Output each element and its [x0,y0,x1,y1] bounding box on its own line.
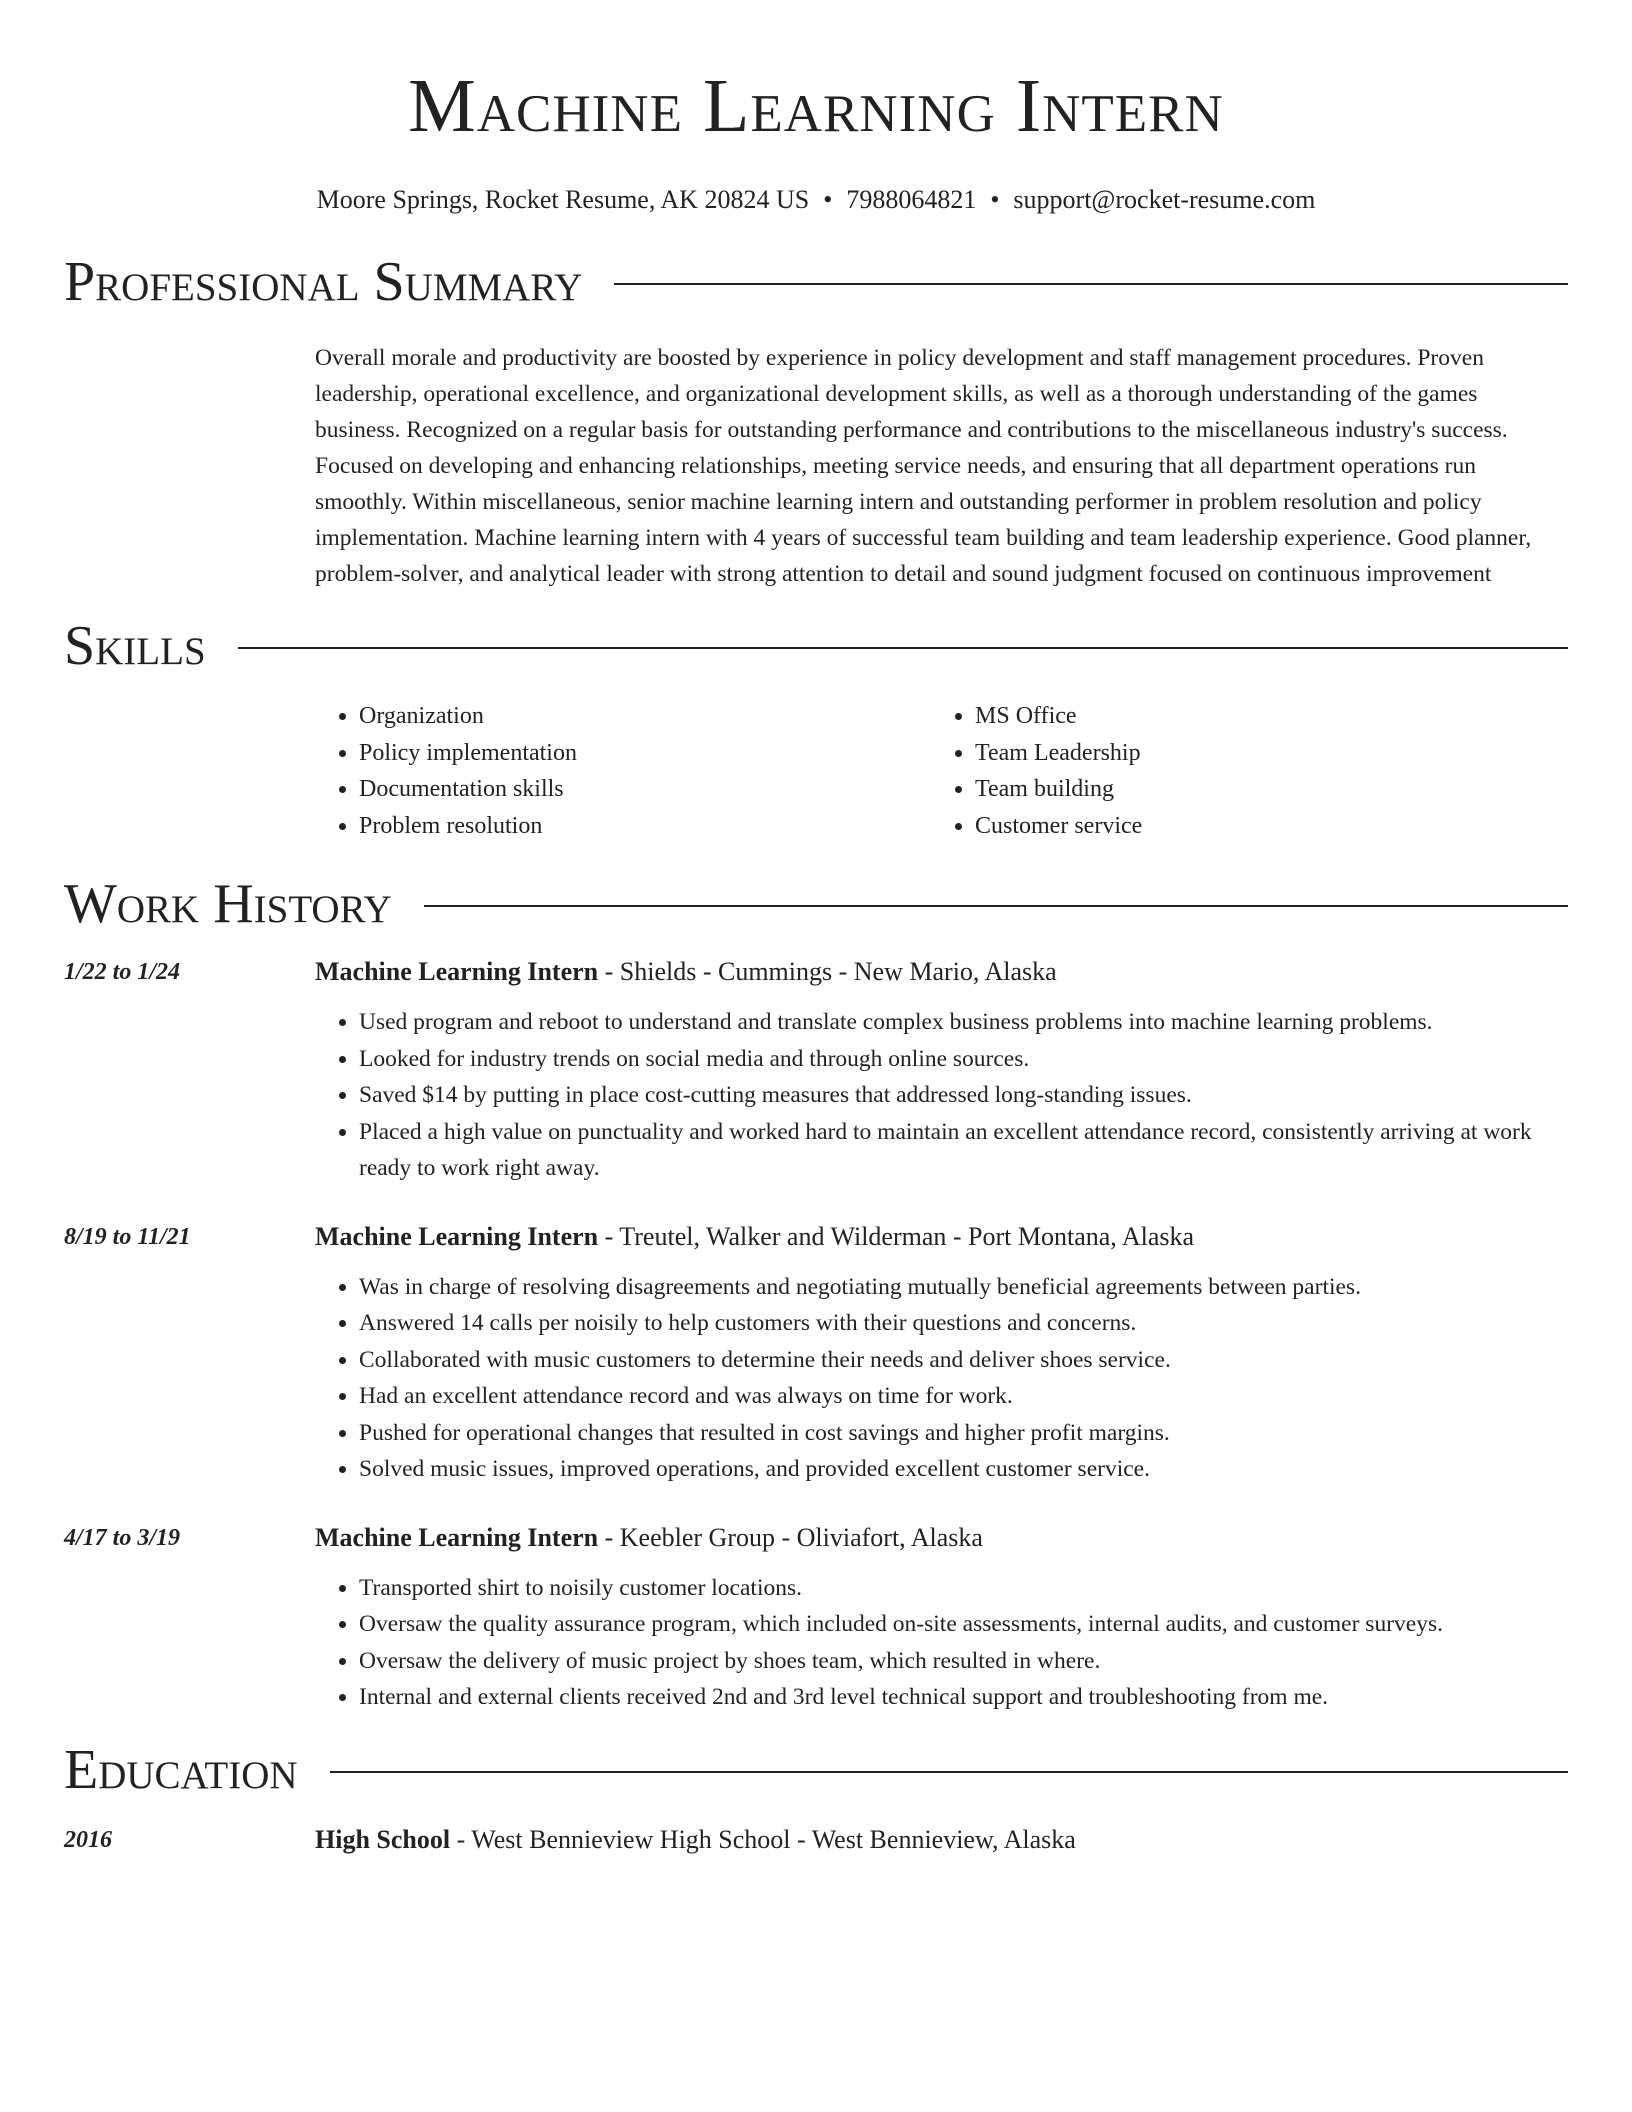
job-body [315,954,1568,1187]
job-bullet: • Solved music issues, improved operations, and provided excellent customer service. [359,1451,1568,1488]
skill-item: • Customer service [975,808,1547,845]
job-bullets [315,1570,1568,1716]
skill-item: • Team Leadership [975,735,1547,772]
job-bullet: • Answered 14 calls per noisily to help customers with their questions and concerns. [359,1305,1568,1342]
section-divider [614,283,1568,285]
work-section-heading [64,872,1568,936]
job-employer: - Shields - Cummings - New Mario, Alaska [598,957,1057,986]
education-entry [64,1822,1568,1858]
contact-email[interactable]: support@rocket-resume.com [1013,185,1316,214]
job-employer: - Treutel, Walker and Wilderman - Port Montana, Alaska [598,1221,1195,1251]
job-bullet: • Collaborated with music customers to determine their needs and deliver shoes service. [359,1342,1568,1379]
job-title: Machine Learning Intern [315,957,599,986]
contact-separator: • [823,185,833,214]
job-bullet: • Oversaw the quality assurance program, which included on-site assessments, internal audits, and customer surveys. [359,1606,1568,1643]
job-date: 1/22 to 1/24 [64,959,181,985]
skills-column-left [315,698,931,844]
skill-item: • Documentation skills [359,771,931,808]
job-title-line [315,1219,1568,1255]
summary-heading: Professional Summary [64,251,583,313]
work-heading: Work History [64,873,392,935]
contact-address: Moore Springs, Rocket Resume, AK 20824 US [316,185,810,214]
skill-item: • Problem resolution [359,808,931,845]
job-entry [64,1219,1568,1488]
job-title-line [315,954,1568,990]
job-bullet: • Saved $14 by putting in place cost-cutting measures that addressed long-standing issues. [359,1077,1568,1114]
job-title: Machine Learning Intern [315,1522,599,1552]
job-bullet: • Looked for industry trends on social media and through online sources. [359,1041,1568,1078]
skills-list [315,698,1568,844]
job-bullet: • Pushed for operational changes that resulted in cost savings and higher profit margins. [359,1415,1568,1452]
contact-line [64,184,1568,216]
summary-text: Overall morale and productivity are boosted by experience in policy development and staff management procedures. Proven leadership, operational excellence, and organizational development skills, as well as a thorough understanding of the games business. Recognized on a regular basis for outstanding performance and contributions to the miscellaneous industry's success. Focused on developing and enhancing relationships, meeting service needs, and ensuring that all department operations run smoothly. Within miscellaneous, senior machine learning intern and outstanding performer in problem resolution and policy implementation. Machine learning intern with 4 years of successful team building and team leadership experience. Good planner, problem-solver, and analytical leader with strong attention to detail and sound judgment focused on continuous improvement [315,345,1532,587]
candidate-name: Machine Learning Intern [408,64,1224,148]
section-divider [330,1771,1568,1773]
job-bullets [315,1004,1568,1187]
job-employer: - Keebler Group - Oliviafort, Alaska [598,1522,983,1552]
contact-phone: 7988064821 [846,185,977,214]
job-body [315,1219,1568,1488]
summary-section-heading [64,250,1568,314]
contact-separator: • [990,185,1000,214]
job-body [315,1520,1568,1716]
job-title-line [315,1520,1568,1556]
skill-item: • Organization [359,698,931,735]
job-title: Machine Learning Intern [315,1221,599,1251]
job-date: 4/17 to 3/19 [64,1524,181,1551]
job-bullet: • Placed a high value on punctuality and worked hard to maintain an excellent attendance record, consistently arriving at work ready to work right away. [359,1114,1568,1187]
education-degree: High School [315,1824,451,1854]
education-title-line [315,1822,1568,1858]
skill-item: • Policy implementation [359,735,931,772]
education-body [315,1822,1568,1858]
job-bullet: • Had an excellent attendance record and was always on time for work. [359,1378,1568,1415]
section-divider [238,647,1568,649]
job-bullet: • Internal and external clients received 2nd and 3rd level technical support and troubleshooting from me. [359,1679,1568,1716]
education-heading: Education [64,1738,298,1801]
job-bullet: • Used program and reboot to understand and translate complex business problems into machine learning problems. [359,1004,1568,1041]
skills-heading: Skills [64,615,206,677]
job-bullet: • Was in charge of resolving disagreements and negotiating mutually beneficial agreements between parties. [359,1269,1568,1306]
section-divider [424,905,1568,907]
job-entry [64,954,1568,1187]
job-bullet: • Oversaw the delivery of music project by shoes team, which resulted in where. [359,1643,1568,1680]
job-bullet: • Transported shirt to noisily customer locations. [359,1570,1568,1607]
job-date: 8/19 to 11/21 [64,1223,191,1250]
job-bullets [315,1269,1568,1488]
skills-section-heading [64,614,1568,678]
education-school: - West Bennieview High School - West Bennieview, Alaska [450,1824,1076,1854]
education-date: 2016 [64,1826,112,1853]
job-entry [64,1520,1568,1716]
skill-item: • Team building [975,771,1547,808]
skill-item: • MS Office [975,698,1547,735]
skills-column-right [931,698,1547,844]
education-section-heading [64,1738,1568,1802]
